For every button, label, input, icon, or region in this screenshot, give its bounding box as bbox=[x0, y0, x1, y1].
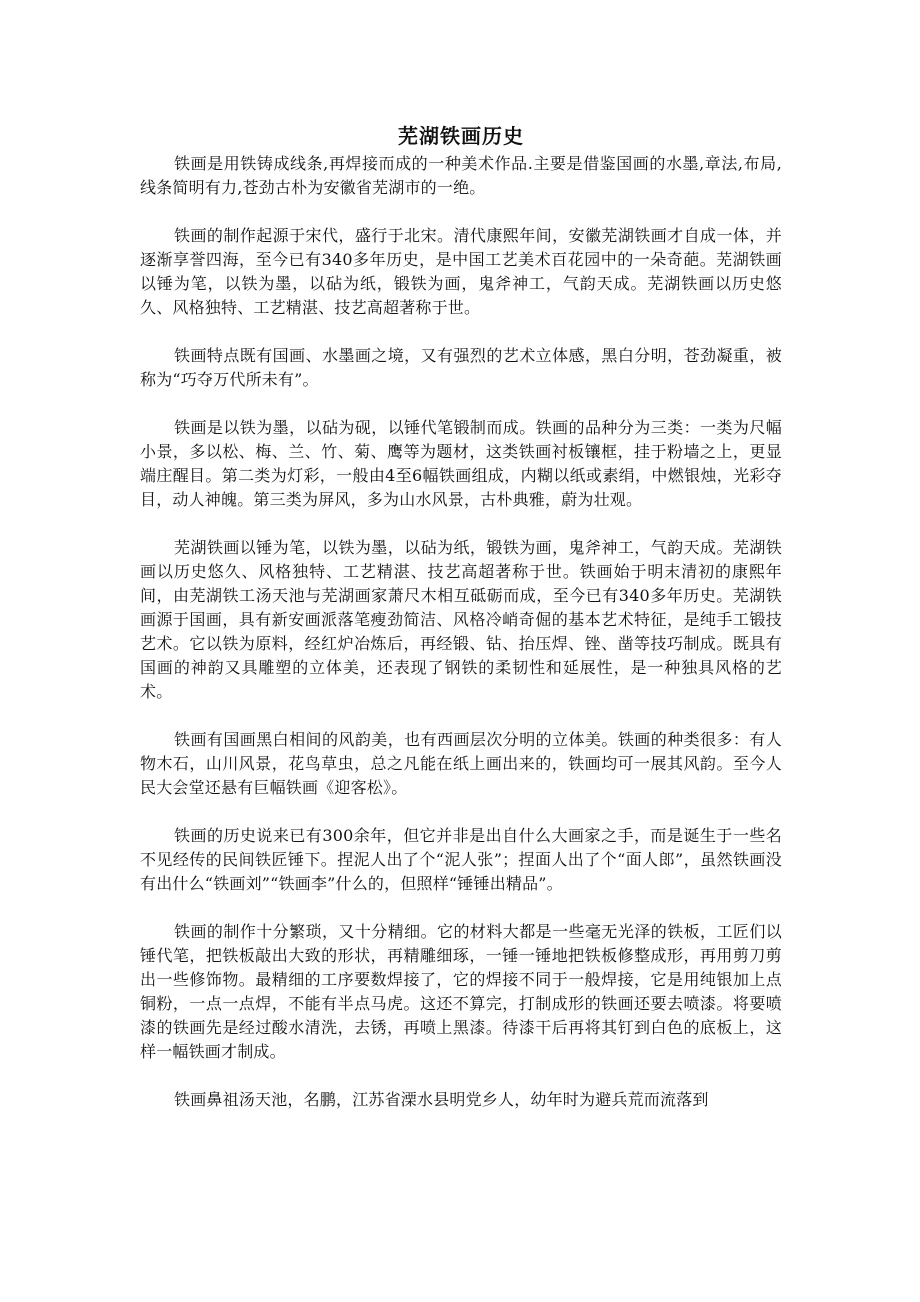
paragraph-varieties: 铁画是以铁为墨，以砧为砚，以锤代笔锻制而成。铁画的品种分为三类：一类为尺幅小景，多以松、梅、兰、竹、菊、鹰等为题材，这类铁画衬板镶框，挂于粉墙之上，更显端庄醒目。第二类为灯彩，一般由4至6幅铁画组成，内糊以纸或素绢，中燃银烛，光彩夺目，动人神魄。第三类为屏风，多为山水风景，古朴典雅，蔚为壮观。 bbox=[140, 418, 782, 509]
paragraph-folk-origin: 铁画的历史说来已有300余年，但它并非是出自什么大画家之手，而是诞生于一些名不见经传的民间铁匠锤下。捏泥人出了个“泥人张”；捏面人出了个“面人郎”，虽然铁画没有出什么“铁画刘”“铁画李”什么的，但照样“锤锤出精品”。 bbox=[140, 826, 782, 893]
document-title: 芜湖铁画历史 bbox=[398, 124, 524, 148]
paragraph-intro: 铁画是用铁铸成线条,再焊接而成的一种美术作品.主要是借鉴国画的水墨,章法,布局,线条简明有力,苍劲古朴为安徽省芜湖市的一绝。 bbox=[140, 154, 782, 197]
paragraph-origin: 铁画的制作起源于宋代，盛行于北宋。清代康熙年间，安徽芜湖铁画才自成一体，并逐渐享誉四海，至今已有340多年历史，是中国工艺美术百花园中的一朵奇葩。芜湖铁画以锤为笔，以铁为墨，以砧为纸，锻铁为画，鬼斧神工，气韵天成。芜湖铁画以历史悠久、风格独特、工艺精湛、技艺高超著称于世。 bbox=[140, 226, 782, 317]
paragraph-style: 铁画有国画黑白相间的风韵美，也有西画层次分明的立体美。铁画的种类很多：有人物木石，山川风景，花鸟草虫，总之凡能在纸上画出来的，铁画均可一展其风韵。至今人民大会堂还悬有巨幅铁画《迎客松》。 bbox=[140, 730, 782, 797]
paragraph-craft: 铁画的制作十分繁琐，又十分精细。它的材料大都是一些毫无光泽的铁板，工匠们以锤代笔，把铁板敲出大致的形状，再精雕细琢，一锤一锤地把铁板修整成形，再用剪刀剪出一些修饰物。最精细的工序要数焊接了，它的焊接不同于一般焊接，它是用纯银加上点铜粉，一点一点焊，不能有半点马虎。这还不算完，打制成形的铁画还要去喷漆。将要喷漆的铁画先是经过酸水清洗，去锈，再喷上黑漆。待漆干后再将其钉到白色的底板上，这样一幅铁画才制成。 bbox=[140, 922, 782, 1061]
paragraph-founder: 铁画鼻祖汤天池，名鹏，江苏省溧水县明党乡人，幼年时为避兵荒而流落到 bbox=[174, 1090, 709, 1109]
document-page bbox=[140, 120, 782, 1136]
paragraph-features: 铁画特点既有国画、水墨画之境，又有强烈的艺术立体感，黑白分明，苍劲凝重，被称为“巧夺万代所未有”。 bbox=[140, 346, 782, 389]
paragraph-history: 芜湖铁画以锤为笔，以铁为墨，以砧为纸，锻铁为画，鬼斧神工，气韵天成。芜湖铁画以历史悠久、风格独特、工艺精湛、技艺高超著称于世。铁画始于明末清初的康熙年间，由芜湖铁工汤天池与芜湖画家萧尺木相互砥砺而成，至今已有340多年历史。芜湖铁画源于国画，具有新安画派落笔瘦劲简洁、风格冷峭奇倔的基本艺术特征，是纯手工锻技艺术。它以铁为原料，经红炉冶炼后，再经锻、钻、抬压焊、锉、凿等技巧制成。既具有国画的神韵又具雕塑的立体美，还表现了钢铁的柔韧性和延展性，是一种独具风格的艺术。 bbox=[140, 538, 782, 701]
